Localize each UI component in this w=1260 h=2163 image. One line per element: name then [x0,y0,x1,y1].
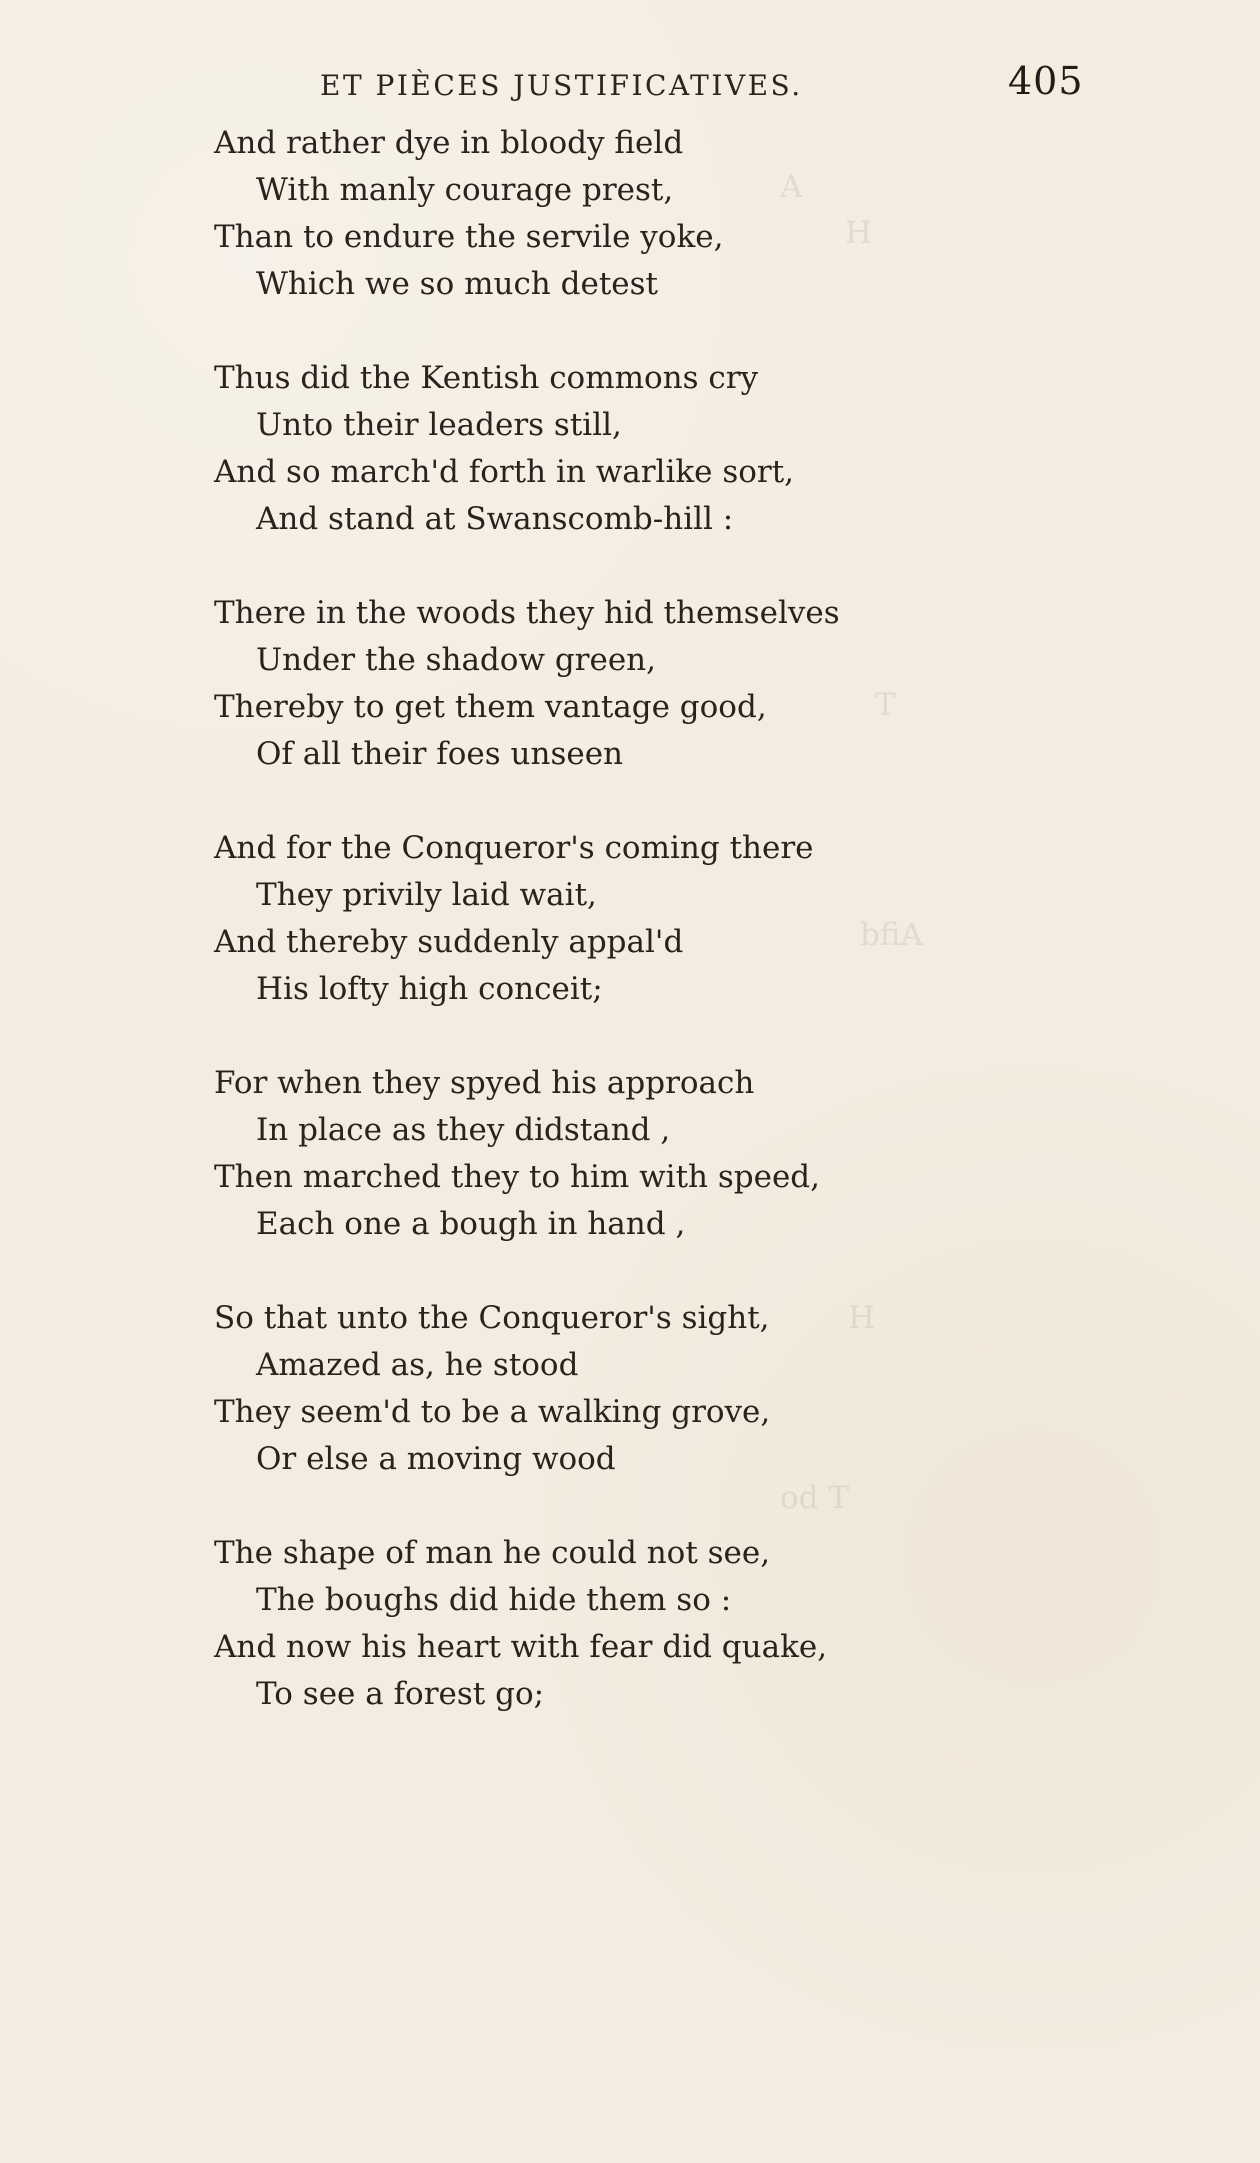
stanza-3 [214,590,934,778]
poem-line: Thus did the Kentish commons cry [214,360,759,396]
poem-line: Unto their leaders still, [256,407,622,443]
stanza-spacer [214,543,934,590]
poem-line: Than to endure the servile yoke, [214,219,724,255]
stanza-4 [214,825,934,1013]
poem-line: Amazed as, he stood [256,1347,579,1383]
show-through-text-5: H [848,1300,876,1336]
poem-line: With manly courage prest, [256,172,674,208]
poem-line: Thereby to get them vantage good, [214,689,767,725]
poem-line: So that unto the Conqueror's sight, [214,1300,770,1336]
stanza-1 [214,120,934,308]
poem-line: And stand at Swanscomb-hill : [256,501,734,537]
poem-line: The boughs did hide them so : [256,1582,732,1618]
stanza-spacer [214,1483,934,1530]
poem-line: Then marched they to him with speed, [214,1159,820,1195]
show-through-text-2: H [845,215,873,251]
poem-line: In place as they didstand , [256,1112,671,1148]
poem-line: For when they spyed his approach [214,1065,755,1101]
poem-line: Of all their foes unseen [256,736,624,772]
stanza-2 [214,355,934,543]
poem-line: They privily laid wait, [256,877,597,913]
show-through-text-1: A [780,169,803,205]
poem-line: And rather dye in bloody field [214,125,684,161]
stanza-spacer [214,778,934,825]
show-through-text-6: od T [780,1480,850,1516]
poem-line: Or else a moving wood [256,1441,616,1477]
poem-line: His lofty high conceit; [256,971,603,1007]
stanza-7 [214,1530,934,1718]
poem-line: There in the woods they hid themselves [214,595,840,631]
poem-line: Each one a bough in hand , [256,1206,686,1242]
poem-line: They seem'd to be a walking grove, [214,1394,771,1430]
poem-line: Which we so much detest [256,266,658,302]
page-header [300,59,1100,120]
poem-line: And now his heart with fear did quake, [214,1629,828,1665]
stanza-6 [214,1295,934,1483]
page-number: 405 [1008,59,1084,103]
stanza-5 [214,1060,934,1248]
poem-line: To see a forest go; [256,1676,545,1712]
stanza-spacer [214,1248,934,1295]
running-head: ET PIÈCES JUSTIFICATIVES. [320,69,803,102]
poem-line: The shape of man he could not see, [214,1535,771,1571]
poem-text [214,120,934,1718]
poem-line: And so march'd forth in warlike sort, [214,454,795,490]
show-through-text-3: T [875,687,896,723]
stanza-spacer [214,308,934,355]
show-through-text-4: bfiA [860,917,923,953]
stanza-spacer [214,1013,934,1060]
poem-line: And for the Conqueror's coming there [214,830,814,866]
poem-line: Under the shadow green, [256,642,657,678]
poem-line: And thereby suddenly appal'd [214,924,684,960]
